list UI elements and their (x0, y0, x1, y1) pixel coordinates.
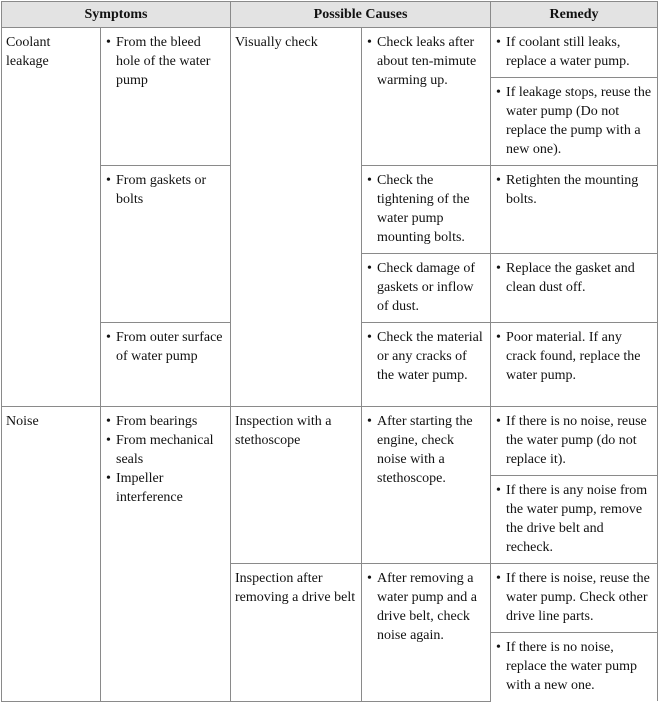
remedy-cell (491, 254, 658, 323)
remedy-cell (491, 323, 658, 407)
remedy-cell (491, 28, 658, 78)
location-item: • From gaskets or bolts (105, 171, 226, 209)
remedy-cell (491, 633, 658, 702)
check-item: • Check damage of gaskets or inflow of dust. (366, 259, 486, 316)
remedy-item: • If there is no noise, replace the water pump with a new one. (495, 638, 653, 695)
location-cell (101, 28, 231, 166)
remedy-cell (491, 407, 658, 476)
check-item: • Check the material or any cracks of the water pump. (366, 328, 486, 385)
remedy-item: • If coolant still leaks, replace a water pump. (495, 33, 653, 71)
check-cell (362, 407, 491, 564)
remedy-cell (491, 166, 658, 254)
remedy-item: • Poor material. If any crack found, replace the water pump. (495, 328, 653, 385)
check-cell (362, 564, 491, 702)
method-cell: Inspection with a stethoscope (231, 407, 362, 564)
method-cell: Visually check (231, 28, 362, 407)
location-item: • From bearings (105, 412, 226, 431)
location-item: • From mechanical seals (105, 431, 226, 469)
check-item: • After starting the engine, check noise with a stethoscope. (366, 412, 486, 488)
remedy-item: • If leakage stops, reuse the water pump (Do not replace the pump with a new one). (495, 83, 653, 159)
remedy-item: • Replace the gasket and clean dust off. (495, 259, 653, 297)
check-item: • Check the tightening of the water pump mounting bolts. (366, 171, 486, 247)
location-item: • Impeller interference (105, 469, 226, 507)
remedy-cell (491, 78, 658, 166)
header-row (2, 2, 658, 28)
table-row (2, 407, 658, 476)
symptom-noise: Noise (2, 407, 101, 702)
location-item: • From the bleed hole of the water pump (105, 33, 226, 90)
header-symptoms: Symptoms (2, 2, 231, 28)
location-cell (101, 323, 231, 407)
location-item: • From outer surface of water pump (105, 328, 226, 366)
remedy-item: • Retighten the mounting bolts. (495, 171, 653, 209)
remedy-item: • If there is any noise from the water pump, remove the drive belt and recheck. (495, 481, 653, 557)
remedy-item: • If there is noise, reuse the water pump. Check other drive line parts. (495, 569, 653, 626)
remedy-cell (491, 476, 658, 564)
location-cell (101, 407, 231, 702)
header-possible-causes: Possible Causes (231, 2, 491, 28)
table-row (2, 28, 658, 78)
remedy-cell (491, 564, 658, 633)
remedy-item: • If there is no noise, reuse the water pump (do not replace it). (495, 412, 653, 469)
check-item: • Check leaks after about ten-mimute warming up. (366, 33, 486, 90)
check-cell (362, 254, 491, 323)
method-cell: Inspection after removing a drive belt (231, 564, 362, 702)
check-cell (362, 28, 491, 166)
check-item: • After removing a water pump and a drive belt, check noise again. (366, 569, 486, 645)
check-cell (362, 323, 491, 407)
location-cell (101, 166, 231, 323)
troubleshooting-table (1, 1, 658, 702)
check-cell (362, 166, 491, 254)
header-remedy: Remedy (491, 2, 658, 28)
symptom-coolant-leakage: Coolant leakage (2, 28, 101, 407)
